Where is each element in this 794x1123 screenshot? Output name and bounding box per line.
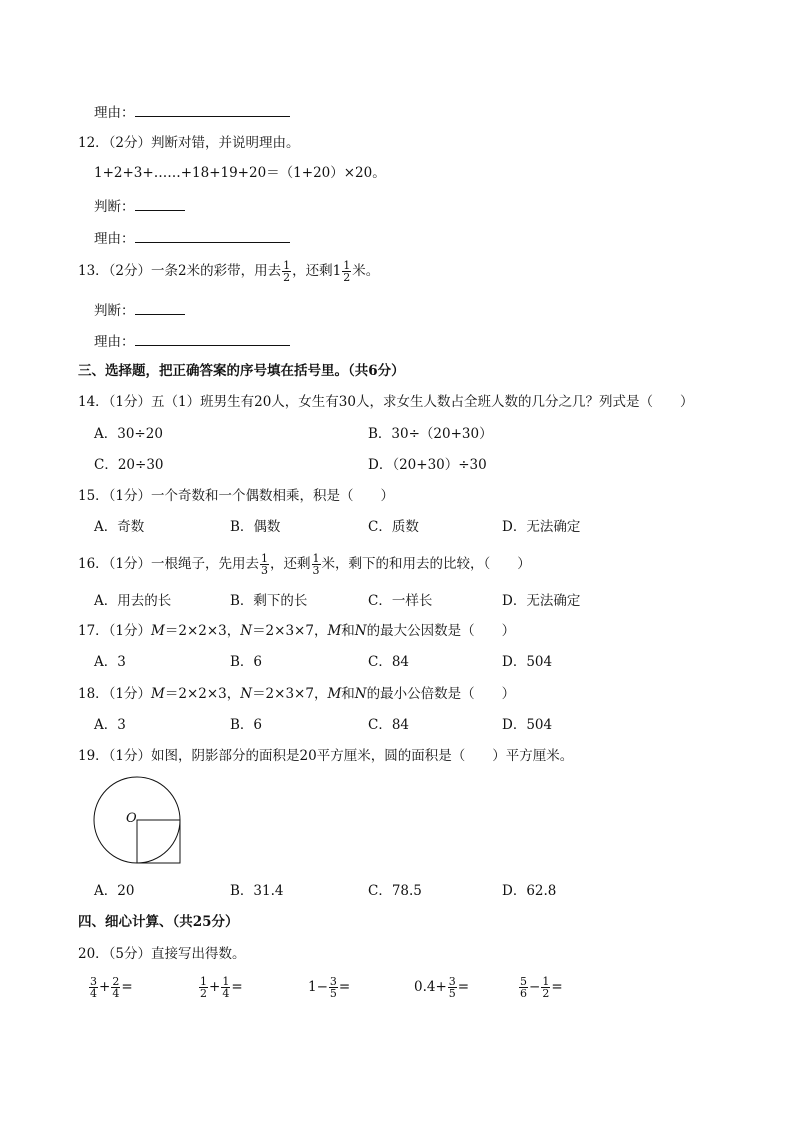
q12-judge-line (94, 196, 185, 216)
operator: − (316, 979, 328, 995)
operator: + (435, 979, 447, 995)
q17-option-c[interactable]: C．84 (368, 654, 410, 670)
q20-item-2 (198, 976, 243, 999)
q18-text: 的最小公倍数是（ ） (366, 686, 516, 702)
equals-sign: = (338, 979, 351, 995)
q17-option-b[interactable]: B．6 (230, 654, 263, 670)
q15-option-c[interactable]: C．质数 (368, 519, 419, 535)
operator: − (529, 979, 541, 995)
q19-option-d[interactable]: D．62.8 (502, 883, 557, 899)
numerator: 5 (520, 975, 527, 988)
numerator: 2 (112, 975, 120, 988)
q12-stem: 12．（2分）判断对错，并说明理由。 (78, 135, 300, 151)
fraction (89, 976, 98, 999)
judge-label: 判断： (94, 199, 135, 215)
var-n: N (354, 623, 367, 639)
q17-text: ＝2×3×7， (252, 623, 328, 639)
q19-option-b[interactable]: B．31.4 (230, 883, 284, 899)
denominator: 4 (222, 987, 230, 1000)
q15-stem: 15．（1分）一个奇数和一个偶数相乘，积是（ ） (78, 488, 395, 504)
numerator: 3 (448, 975, 456, 988)
numerator: 1 (542, 975, 550, 988)
q19-stem: 19．（1分）如图，阴影部分的面积是20平方厘米，圆的面积是（ ）平方厘米。 (78, 748, 574, 764)
reason-blank[interactable] (135, 331, 290, 346)
q12-reason-line (94, 228, 290, 248)
q20-item-3 (308, 976, 350, 999)
q16-text-pre: 16．（1分）一根绳子，先用去 (78, 556, 260, 572)
q20-item-5 (518, 976, 563, 999)
denominator: 4 (112, 987, 120, 1000)
q17-option-d[interactable]: D．504 (502, 654, 553, 670)
q13-text-post: 米。 (352, 263, 380, 279)
numerator: 1 (222, 975, 230, 988)
q17-option-a[interactable]: A．3 (94, 654, 126, 670)
numerator: 3 (90, 975, 97, 988)
q14-option-c[interactable]: C．20÷30 (94, 457, 164, 473)
q16-stem (78, 553, 531, 576)
q14-option-a[interactable]: A．30÷20 (94, 426, 163, 442)
equals-sign: = (551, 979, 563, 995)
q18-text: 和 (341, 686, 355, 702)
fraction (329, 976, 338, 999)
var-n: N (354, 686, 367, 702)
q16-option-a[interactable]: A．用去的长 (94, 593, 172, 609)
var-n: N (240, 686, 253, 702)
denominator: 3 (312, 564, 320, 577)
var-m: M (327, 686, 342, 702)
circle-square-figure (90, 774, 190, 874)
denominator: 6 (520, 987, 527, 1000)
q15-option-a[interactable]: A．奇数 (94, 519, 145, 535)
numerator: 1 (283, 259, 291, 272)
reason-label: 理由： (94, 105, 135, 121)
q17-text: ＝2×2×3， (164, 623, 241, 639)
q19-option-c[interactable]: C．78.5 (368, 883, 422, 899)
var-m: M (327, 623, 342, 639)
q18-text: 18．（1分） (78, 686, 152, 702)
judge-label: 判断： (94, 303, 135, 319)
judge-blank[interactable] (135, 196, 185, 211)
denominator: 4 (90, 987, 97, 1000)
fraction (448, 976, 457, 999)
numerator: 1 (261, 552, 269, 565)
denominator: 3 (261, 564, 269, 577)
fraction (282, 260, 291, 283)
q13-reason-line (94, 331, 290, 351)
reason-blank[interactable] (135, 228, 290, 243)
q18-text: ＝2×3×7， (252, 686, 328, 702)
fraction (519, 976, 528, 999)
q13-text-pre: 13．（2分）一条2米的彩带，用去 (78, 263, 282, 279)
numerator: 1 (200, 975, 207, 988)
q13-judge-line (94, 300, 185, 320)
q14-option-d[interactable]: D．（20+30）÷30 (368, 457, 487, 473)
q16-text-mid: ，还剩 (270, 556, 311, 572)
q17-text: 17．（1分） (78, 623, 152, 639)
q20-stem: 20．（5分）直接写出得数。 (78, 946, 246, 962)
equals-sign: = (231, 979, 243, 995)
numerator: 3 (329, 975, 337, 988)
reason-label: 理由： (94, 231, 135, 247)
fraction (111, 976, 120, 999)
section-4-heading: 四、细心计算、（共25分） (78, 914, 239, 930)
var-m: M (151, 686, 165, 702)
q18-text: ＝2×2×3， (164, 686, 241, 702)
q18-option-c[interactable]: C．84 (368, 717, 410, 733)
q17-stem (78, 622, 515, 640)
q11-reason-line (94, 102, 290, 122)
q16-option-d[interactable]: D．无法确定 (502, 593, 581, 609)
fraction (541, 976, 550, 999)
q16-option-b[interactable]: B．剩下的长 (230, 593, 308, 609)
q17-text: 的最大公因数是（ ） (366, 623, 516, 639)
center-label-o: O (126, 811, 137, 826)
q15-option-b[interactable]: B．偶数 (230, 519, 281, 535)
fraction (312, 553, 321, 576)
q16-text-post: 米，剩下的和用去的比较，（ ） (321, 556, 531, 572)
operator: + (99, 979, 111, 995)
q14-option-b[interactable]: B．30÷（20+30） (368, 426, 493, 442)
q18-stem (78, 685, 515, 703)
operator: + (209, 979, 221, 995)
reason-blank[interactable] (135, 102, 290, 117)
denominator: 2 (542, 987, 550, 1000)
numerator: 1 (343, 259, 351, 272)
denominator: 2 (200, 987, 207, 1000)
q15-option-d[interactable]: D．无法确定 (502, 519, 581, 535)
var-m: M (151, 623, 165, 639)
q18-option-d[interactable]: D．504 (502, 717, 553, 733)
denominator: 5 (448, 987, 456, 1000)
var-n: N (240, 623, 253, 639)
q13-text-mid: ，还剩1 (292, 263, 342, 279)
equals-sign: = (457, 979, 470, 995)
q20-item-4 (414, 976, 469, 999)
numerator: 1 (312, 552, 320, 565)
denominator: 5 (329, 987, 337, 1000)
reason-label: 理由： (94, 334, 135, 350)
equals-sign: = (121, 979, 133, 995)
fraction (342, 260, 351, 283)
q13-stem (78, 260, 379, 283)
fraction (260, 553, 269, 576)
q18-option-b[interactable]: B．6 (230, 717, 263, 733)
q19-option-a[interactable]: A．20 (94, 883, 135, 899)
denominator: 2 (283, 271, 291, 284)
q14-stem: 14．（1分）五（1）班男生有20人，女生有30人，求女生人数占全班人数的几分之几？列式是（ ） (78, 394, 694, 410)
fraction (221, 976, 230, 999)
section-3-heading: 三、选择题，把正确答案的序号填在括号里。（共6分） (78, 363, 405, 379)
denominator: 2 (343, 271, 351, 284)
q18-option-a[interactable]: A．3 (94, 717, 126, 733)
decimal-number: 0.4 (414, 979, 436, 995)
q20-item-1 (88, 976, 133, 999)
q12-formula: 1+2+3+……+18+19+20＝（1+20）×20。 (94, 165, 386, 181)
fraction (199, 976, 208, 999)
q16-option-c[interactable]: C．一样长 (368, 593, 433, 609)
square-outline (137, 820, 180, 863)
whole-number: 1 (308, 979, 317, 995)
judge-blank[interactable] (135, 300, 185, 315)
q17-text: 和 (341, 623, 355, 639)
